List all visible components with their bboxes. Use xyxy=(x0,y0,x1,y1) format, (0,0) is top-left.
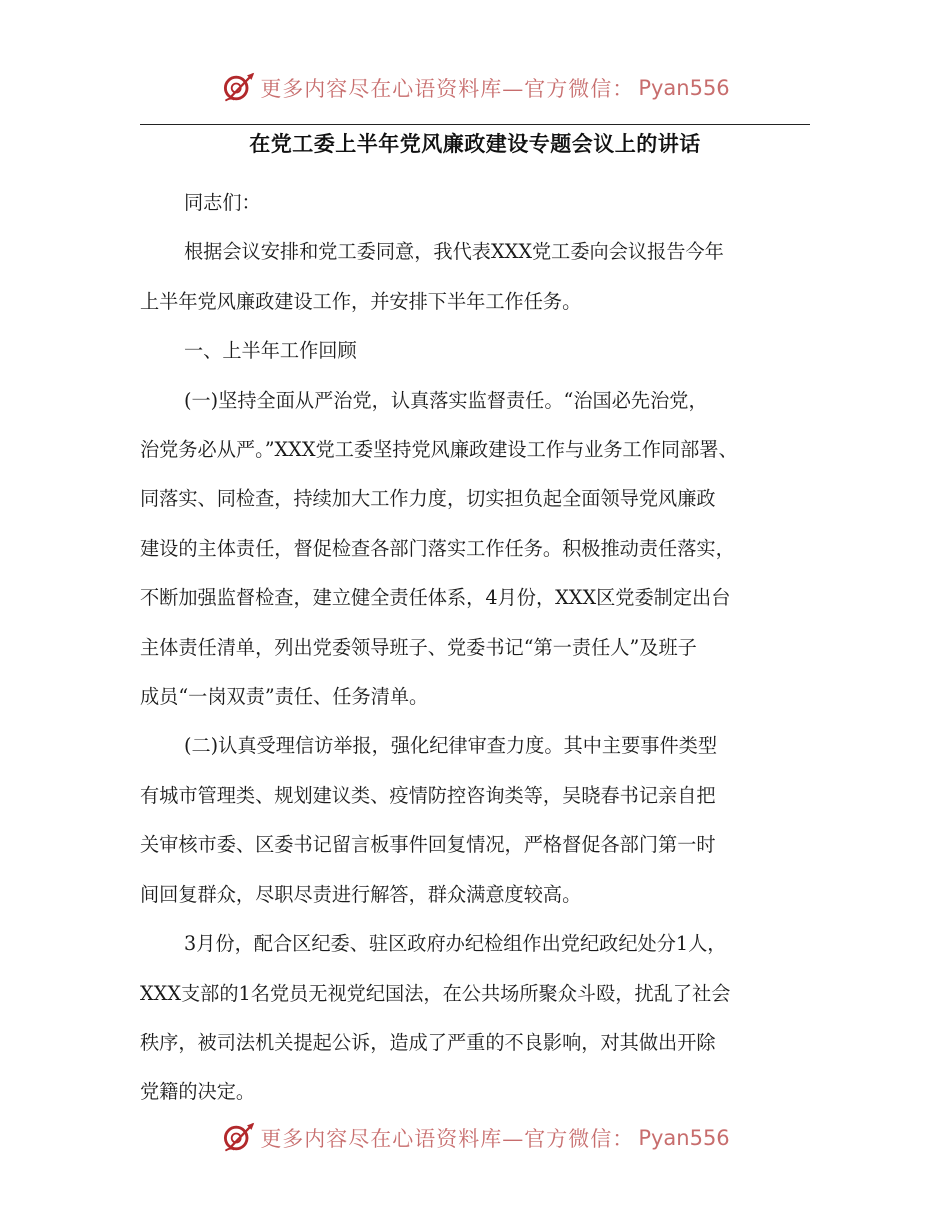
banner-text: 更多内容尽在心语资料库—官方微信： xyxy=(260,77,635,101)
wechat-id: Pyan556 xyxy=(638,1126,730,1150)
section-heading xyxy=(140,326,830,375)
body-line: XXX支部的1名党员无视党纪国法，在公共场所聚众斗殴，扰乱了社会 xyxy=(140,981,731,1005)
body-line: 3月份，配合区纪委、驻区政府办纪检组作出党纪政纪处分1人， xyxy=(184,932,727,956)
paragraph-intro xyxy=(140,227,830,326)
header-rule xyxy=(140,124,810,125)
body-line: 秩序，被司法机关提起公诉，造成了严重的不良影响，对其做出开除 xyxy=(140,1030,716,1054)
body-line: 成员“一岗双责”责任、任务清单。 xyxy=(140,685,429,709)
paragraph-one xyxy=(140,376,830,722)
document-title: 在党工委上半年党风廉政建设专题会议上的讲话 xyxy=(249,132,701,156)
body-line: 治党务必从严。”XXX党工委坚持党风廉政建设工作与业务工作同部署、 xyxy=(140,438,738,462)
body-line: 关审核市委、区委书记留言板事件回复情况，严格督促各部门第一时 xyxy=(140,833,716,857)
header-banner xyxy=(0,68,950,108)
salutation xyxy=(140,178,830,227)
footer-banner xyxy=(0,1118,950,1158)
body-line: 有城市管理类、规划建议类、疫情防控咨询类等，吴晓春书记亲自把 xyxy=(140,783,716,807)
body-line: 不断加强监督检查，建立健全责任体系，4月份，XXX区党委制定出台 xyxy=(140,586,731,610)
body-line: (二)认真受理信访举报，强化纪律审查力度。其中主要事件类型 xyxy=(184,734,718,758)
body-line: 一、上半年工作回顾 xyxy=(184,339,357,363)
body-line: 主体责任清单，列出党委领导班子、党委书记“第一责任人”及班子 xyxy=(140,635,697,659)
body-line: 根据会议安排和党工委同意，我代表XXX党工委向会议报告今年 xyxy=(184,240,724,264)
document-body xyxy=(140,178,830,1117)
banner-text: 更多内容尽在心语资料库—官方微信： xyxy=(260,1127,635,1151)
body-line: 间回复群众，尽职尽责进行解答，群众满意度较高。 xyxy=(140,882,582,906)
body-line: (一)坚持全面从严治党，认真落实监督责任。“治国必先治党， xyxy=(184,388,708,412)
wechat-id: Pyan556 xyxy=(638,76,730,100)
body-line: 上半年党风廉政建设工作，并安排下半年工作任务。 xyxy=(140,289,582,313)
body-line: 党籍的决定。 xyxy=(140,1080,256,1104)
body-line: 同落实、同检查，持续加大工作力度，切实担负起全面领导党风廉政 xyxy=(140,487,716,511)
paragraph-three xyxy=(140,919,830,1117)
body-line: 建设的主体责任，督促检查各部门落实工作任务。积极推动责任落实， xyxy=(140,536,735,560)
quill-logo-icon xyxy=(220,1120,256,1156)
paragraph-two xyxy=(140,721,830,919)
quill-logo-icon xyxy=(220,70,256,106)
body-line: 同志们： xyxy=(184,191,261,214)
